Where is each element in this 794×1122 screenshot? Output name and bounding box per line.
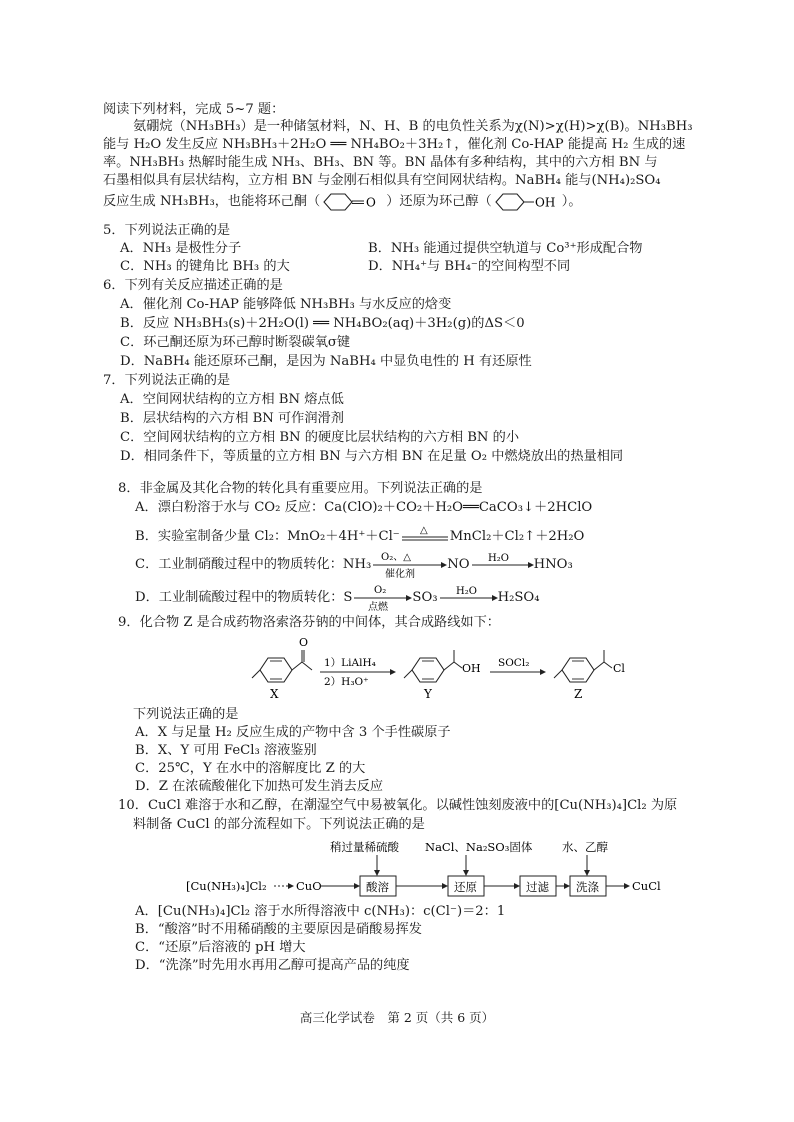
q8-c-part2: NO xyxy=(447,557,470,572)
flow-end: CuCl xyxy=(632,879,661,893)
z-cl-label: Cl xyxy=(613,662,625,675)
q8-c-arrow2-top: H₂O xyxy=(487,553,509,564)
label-x: X xyxy=(270,687,279,701)
q8-b-right: MnCl₂＋Cl₂↑＋2H₂O xyxy=(449,529,585,544)
q8-d-part2: SO₃ xyxy=(412,590,438,605)
q9-option-d: D．Z 在浓硫酸催化下加热可发生消去反应 xyxy=(135,779,384,794)
q8-option-c xyxy=(135,550,573,580)
q8-d-part3: H₂SO₄ xyxy=(497,590,540,605)
q8-b-heat-symbol: △ xyxy=(419,525,428,536)
intro-line-4: 石墨相似具有层状结构，立方相 BN 与金刚石相似具有空间网状结构。NaBH₄ 能与(NH₄)₂SO₄ xyxy=(103,173,661,188)
cyclohexanone-structure xyxy=(320,191,386,213)
q10-option-d: D．“洗涤”时先用水再用乙醇可提高产品的纯度 xyxy=(135,958,410,973)
q6-option-c: C．环己酮还原为环己醇时断裂碳氧σ键 xyxy=(120,335,351,350)
reagent-1: 1）LiAlH₄ xyxy=(324,657,376,669)
q8-d-arrow2-top: H₂O xyxy=(455,586,477,597)
box-wash: 洗涤 xyxy=(576,880,599,894)
q8-option-a: A．漂白粉溶于水与 CO₂ 反应：Ca(ClO)₂＋CO₂＋H₂O══CaCO₃↓＋2HClO xyxy=(135,500,593,515)
compound-y-structure xyxy=(404,650,481,701)
reagent-2: 2）H₃O⁺ xyxy=(324,676,369,688)
q9-option-a: A．X 与足量 H₂ 反应生成的产物中含 3 个手性碳原子 xyxy=(135,725,451,740)
intro-heading: 阅读下列材料，完成 5~7 题： xyxy=(103,102,285,117)
q9-option-b: B．X、Y 可用 FeCl₃ 溶液鉴别 xyxy=(135,743,317,758)
q8-c-arrow1-bottom: 催化剂 xyxy=(385,569,416,580)
ketone-o-label: O xyxy=(366,195,377,210)
q9-option-c: C．25℃，Y 在水中的溶解度比 Z 的大 xyxy=(135,761,366,776)
q8-c-arrow-2 xyxy=(470,550,534,580)
intro-line-5a: 反应生成 NH₃BH₃，也能将环己酮（ xyxy=(103,194,321,209)
q5-stem: 5．下列说法正确的是 xyxy=(103,223,231,238)
q7-option-c: C．空间网状结构的立方相 BN 的硬度比层状结构的六方相 BN 的小 xyxy=(120,430,520,445)
q5-option-c: C．NH₃ 的键角比 BH₃ 的大 xyxy=(120,259,290,274)
reagent-3: SOCl₂ xyxy=(498,657,530,669)
q6-option-a: A．催化剂 Co-HAP 能够降低 NH₃BH₃ 与水反应的焓变 xyxy=(120,297,452,312)
q7-option-a: A．空间网状结构的立方相 BN 熔点低 xyxy=(120,392,344,407)
box-acid-dissolve: 酸溶 xyxy=(366,880,389,894)
q8-b-left: B．实验室制备少量 Cl₂：MnO₂＋4H⁺＋Cl⁻ xyxy=(135,529,400,544)
q8-stem: 8．非金属及其化合物的转化具有重要应用。下列说法正确的是 xyxy=(118,481,483,496)
q9-stem: 9．化合物 Z 是合成药物洛索洛芬钠的中间体，其合成路线如下： xyxy=(118,615,500,630)
q9-substem: 下列说法正确的是 xyxy=(133,707,239,722)
q8-option-b xyxy=(135,524,584,546)
flow-start: [Cu(NH₃)₄]Cl₂ xyxy=(186,879,267,893)
q6-option-b: B．反应 NH₃BH₃(s)＋2H₂O(l) ══ NH₄BO₂(aq)＋3H₂(g)的ΔS＜0 xyxy=(120,316,525,331)
intro-line-5b: ）还原为环己醇（ xyxy=(386,194,492,209)
q5-option-b: B．NH₃ 能通过提供空轨道与 Co³⁺形成配合物 xyxy=(368,241,643,256)
x-oxygen-label: O xyxy=(299,636,309,649)
flow-cuo: CuO xyxy=(296,879,322,893)
input-1-label: 稍过量稀硫酸 xyxy=(330,840,399,854)
intro-line-2: 能与 H₂O 发生反应 NH₃BH₃＋2H₂O ══ NH₄BO₂＋3H₂↑，催化剂 Co-HAP 能提高 H₂ 生成的速 xyxy=(103,137,686,152)
y-oh-label: OH xyxy=(462,662,481,675)
q10-flowchart xyxy=(180,836,700,898)
q10-stem-line-1: 10．CuCl 难溶于水和乙醇，在潮湿空气中易被氧化。以碱性蚀刻废液中的[Cu(NH₃)₄]Cl₂ 为原 xyxy=(118,798,678,813)
alcohol-oh-label: OH xyxy=(534,195,556,210)
q10-stem-line-2: 料制备 CuCl 的部分流程如下。下列说法正确的是 xyxy=(133,817,425,832)
q8-c-arrow1-top: O₂、△ xyxy=(381,552,412,563)
q6-stem: 6．下列有关反应描述正确的是 xyxy=(103,278,283,293)
box-reduce: 还原 xyxy=(454,880,477,894)
q8-c-part3: HNO₃ xyxy=(533,557,573,572)
q5-option-a: A．NH₃ 是极性分子 xyxy=(120,241,242,256)
q8-d-arrow-1 xyxy=(352,583,412,613)
compound-z-structure xyxy=(554,650,625,701)
q6-option-d: D．NaBH₄ 能还原环己酮，是因为 NaBH₄ 中显负电性的 H 有还原性 xyxy=(120,354,532,369)
label-y: Y xyxy=(424,687,432,701)
q8-c-arrow-1 xyxy=(371,550,447,580)
q9-synthesis-scheme xyxy=(240,632,660,702)
page-footer: 高三化学试卷 第 2 页（共 6 页） xyxy=(299,1010,495,1025)
intro-line-3: 率。NH₃BH₃ 热解时能生成 NH₃、BH₃、BN 等。BN 晶体有多种结构，其中的六方相 BN 与 xyxy=(103,155,658,170)
q8-d-arrow1-top: O₂ xyxy=(374,585,387,596)
intro-line-1: 氨硼烷（NH₃BH₃）是一种储氢材料，N、H、B 的电负性关系为χ(N)>χ(H)>χ(B)。NH₃BH₃ xyxy=(133,119,693,134)
q5-option-d: D．NH₄⁺与 BH₄⁻的空间构型不同 xyxy=(368,259,571,274)
q10-option-c: C．“还原”后溶液的 pH 增大 xyxy=(135,940,306,955)
intro-line-5c: ）。 xyxy=(561,194,582,209)
q8-c-part1: C．工业制硝酸过程中的物质转化：NH₃ xyxy=(135,557,372,572)
box-filter: 过滤 xyxy=(526,880,549,894)
intro-line-5 xyxy=(103,191,582,213)
label-z: Z xyxy=(574,687,583,701)
input-3-label: 水、乙醇 xyxy=(562,840,608,854)
q10-option-a: A．[Cu(NH₃)₄]Cl₂ 溶于水所得溶液中 c(NH₃)：c(Cl⁻)＝2：1 xyxy=(135,904,506,919)
q8-d-arrow1-bottom: 点燃 xyxy=(368,602,389,613)
cyclohexanol-structure xyxy=(492,191,562,213)
q8-d-arrow-2 xyxy=(438,583,498,613)
compound-x-structure xyxy=(252,636,312,701)
q7-option-d: D．相同条件下，等质量的立方相 BN 与六方相 BN 在足量 O₂ 中燃烧放出的热量相同 xyxy=(120,449,624,464)
q8-d-part1: D．工业制硫酸过程中的物质转化：S xyxy=(135,590,353,605)
q8-option-d xyxy=(135,583,539,613)
q7-stem: 7．下列说法正确的是 xyxy=(103,373,231,388)
input-2-label: NaCl、Na₂SO₃固体 xyxy=(425,840,533,854)
q7-option-b: B．层状结构的六方相 BN 可作润滑剂 xyxy=(120,411,344,426)
q8-b-equals-heat xyxy=(400,524,450,546)
q10-option-b: B．“酸溶”时不用稀硝酸的主要原因是硝酸易挥发 xyxy=(135,922,422,937)
